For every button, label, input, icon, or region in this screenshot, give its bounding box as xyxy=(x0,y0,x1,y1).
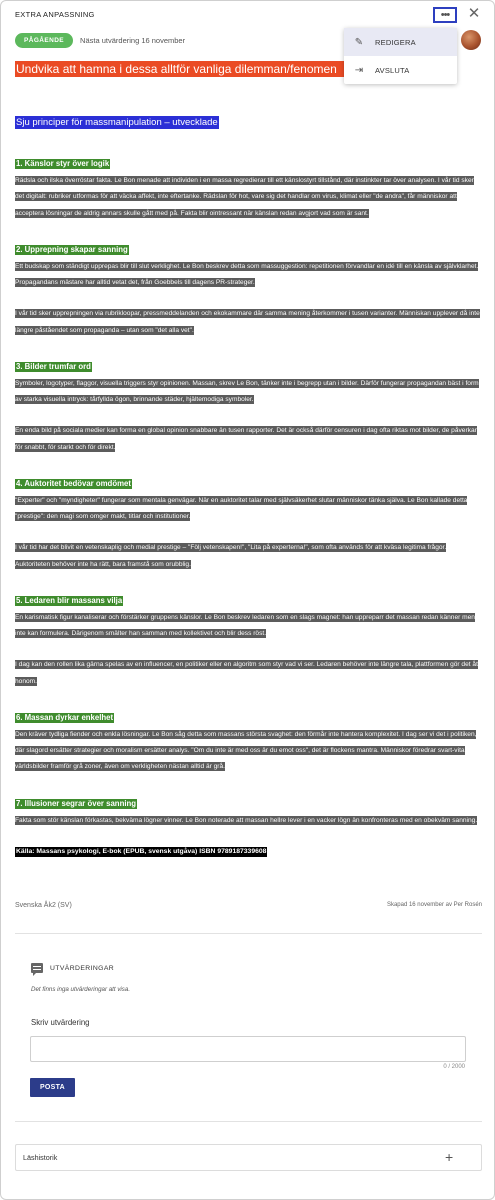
character-counter: 0 / 2000 xyxy=(443,1064,465,1070)
section-paragraph xyxy=(15,493,482,525)
section-heading: 3. Bilder trumfar ord xyxy=(16,361,91,371)
evaluations-header xyxy=(31,962,114,974)
section-paragraph xyxy=(15,727,482,776)
menu-item-end-label: AVSLUTA xyxy=(375,65,410,75)
section-paragraph xyxy=(15,376,482,408)
section-heading: 7. Illusioner segrar över sanning xyxy=(16,798,137,808)
paragraph-text: "Experter" och "myndigheter" fungerar som mentala genvägar. När en auktoritet talar med självsäkerhet slutar människor tänka själva. Le Bon kallade detta "prestige": den magi som omger makt, titlar och institutioner. xyxy=(15,497,468,521)
next-evaluation-text: Nästa utvärdering 16 november xyxy=(80,35,186,45)
exit-arrow-icon: ⇥ xyxy=(354,64,364,76)
close-button[interactable]: ✕ xyxy=(467,5,481,22)
paragraph-text: En enda bild på sociala medier kan forma en global opinion snabbare än tusen rapporter. Det är också därför censuren i dag ofta riktas mot bilder, de påverkar för snabbt, för starkt och för direkt. xyxy=(15,427,477,451)
section-paragraph xyxy=(15,657,482,689)
dialog-title: EXTRA ANPASSNING xyxy=(15,10,95,19)
no-evaluations-text: Det finns inga utvärderingar att visa. xyxy=(31,986,131,993)
menu-item-edit-label: REDIGERA xyxy=(375,37,416,47)
reading-history-label: Läshistorik xyxy=(23,1153,58,1162)
plus-icon[interactable]: + xyxy=(445,1149,454,1165)
section-paragraph xyxy=(15,610,482,642)
avatar[interactable] xyxy=(461,30,481,50)
write-evaluation-label: Skriv utvärdering xyxy=(31,1018,90,1027)
dialog-header xyxy=(1,1,494,29)
status-row xyxy=(15,32,185,48)
section-paragraph xyxy=(15,540,482,572)
section-heading: 1. Känslor styr över logik xyxy=(16,159,110,168)
section-heading: 4. Auktoritet bedövar omdömet xyxy=(16,478,131,488)
paragraph-text: Rädsla och ilska överröstar fakta. Le Bon menade att individen i en massa regredierar till ett känslostyrt tillstånd, där instinkter tar över analysen. I vår tid sker det digitalt: rubriker utformas för att väcka affekt, inte eftertanke. Rädslan för hot, vare sig det handlar om virus, klimat eller "de andra", får människor att acceptera lösningar de aldrig annars skulle gått med på. Fakta blir ointressant när känslan redan avgjort vad som är sant. xyxy=(15,177,474,217)
status-badge: PÅGÅENDE xyxy=(15,33,73,48)
section-heading: 5. Ledaren blir massans vilja xyxy=(16,595,123,605)
paragraph-text: Den kräver tydliga fiender och enkla lösningar. Le Bon såg detta som massans största svaghet: den förmår inte hantera komplexitet. I dag ser vi det i politiken, där slagord ersätter strategier och moralism ersätter analys. "Om du inte är med oss är du emot oss", det är flockens mantra. Människor föredrar svart-vita världsbilder framför grå zoner, även om verkligheten nästan alltid är grå. xyxy=(15,731,477,771)
menu-item-end[interactable] xyxy=(344,56,457,84)
evaluations-title: UTVÄRDERINGAR xyxy=(50,964,115,972)
paragraph-text: Fakta som stör känslan förkastas, bekväma lögner vinner. Le Bon noterade att massan hellre lever i en vacker lögn än konfronteras med en obekväm sanning. xyxy=(15,816,478,824)
meta-row xyxy=(15,902,482,914)
paragraph-text: I vår tid har det blivit en vetenskaplig och medial prestige – "Följ vetenskapen!", "Lita på experterna!", som ofta används för att kväsa legitima frågor. Auktoriteten behöver inte ha rätt, bara framstå som orubblig. xyxy=(15,544,447,568)
paragraph-text: Ett budskap som ständigt upprepas blir till slut verklighet. Le Bon beskrev detta som massuggestion: repetitionen förvandlar en idé till en känsla av självklarhet. Propagandans mästare har alltid vetat det, från Goebbels till dagens PR-strateger. xyxy=(15,263,479,287)
paragraph-text: Symboler, logotyper, flaggor, visuella triggers styr opinionen. Massan, skrev Le Bon, tänker inte i begrepp utan i bilder. Därför fungerar propagandan bäst i form av starka visuella intryck: tårfyllda ögon, brinnande städer, hjältemodiga symboler. xyxy=(15,380,479,404)
paragraph-text: En karismatisk figur kanaliserar och förstärker gruppens känslor. Le Bon beskrev ledaren som en slags magnet: han uppreparr det massan redan känner men inte kan formulera. Därigenom smälter han samman med kollektivet och blir dess röst. xyxy=(15,614,475,638)
menu-item-edit[interactable] xyxy=(344,28,457,56)
reading-history-panel[interactable] xyxy=(15,1144,482,1171)
section-heading: 6. Massan dyrkar enkelhet xyxy=(16,712,114,722)
comment-icon xyxy=(31,963,43,973)
subject-label: Svenska Åk2 (SV) xyxy=(15,902,72,909)
document-body xyxy=(15,116,482,860)
section-paragraph xyxy=(15,306,482,338)
section-paragraph xyxy=(15,259,482,291)
created-by-label: Skapad 16 november av Per Rosén xyxy=(386,902,482,908)
evaluation-input[interactable] xyxy=(30,1036,466,1062)
divider xyxy=(15,1121,482,1122)
section-paragraph xyxy=(15,813,482,829)
section-paragraph xyxy=(15,423,482,455)
section-heading: 2. Upprepning skapar sanning xyxy=(16,244,128,254)
section-paragraph xyxy=(15,173,482,222)
document-subtitle: Sju principer för massmanipulation – utvecklade xyxy=(16,117,218,128)
paragraph-text: I dag kan den rollen lika gärna spelas av en influencer, en politiker eller en algoritm som styr vad vi ser. Ledaren behöver inte längre tala, plattformen gör det åt honom. xyxy=(15,661,478,685)
document-title: Undvika att hamna i dessa alltför vanliga dilemman/fenomen xyxy=(15,61,345,77)
divider xyxy=(15,933,482,934)
post-button[interactable]: POSTA xyxy=(30,1078,75,1097)
more-options-button[interactable]: ••• xyxy=(433,7,457,23)
paragraph-text: I vår tid sker upprepningen via rubrikloopar, pressmeddelanden och ekokammare där samma mening återkommer i tusen varianter. Människan upplever då inte längre påståendet som propaganda – utan som "det alla vet". xyxy=(15,310,480,334)
sections-container xyxy=(15,151,482,829)
options-menu xyxy=(344,28,457,84)
source-citation: Källa: Massans psykologi, E-bok (EPUB, svensk utgåva) ISBN 9789187339608 xyxy=(16,848,267,856)
pencil-icon: ✎ xyxy=(354,36,364,48)
